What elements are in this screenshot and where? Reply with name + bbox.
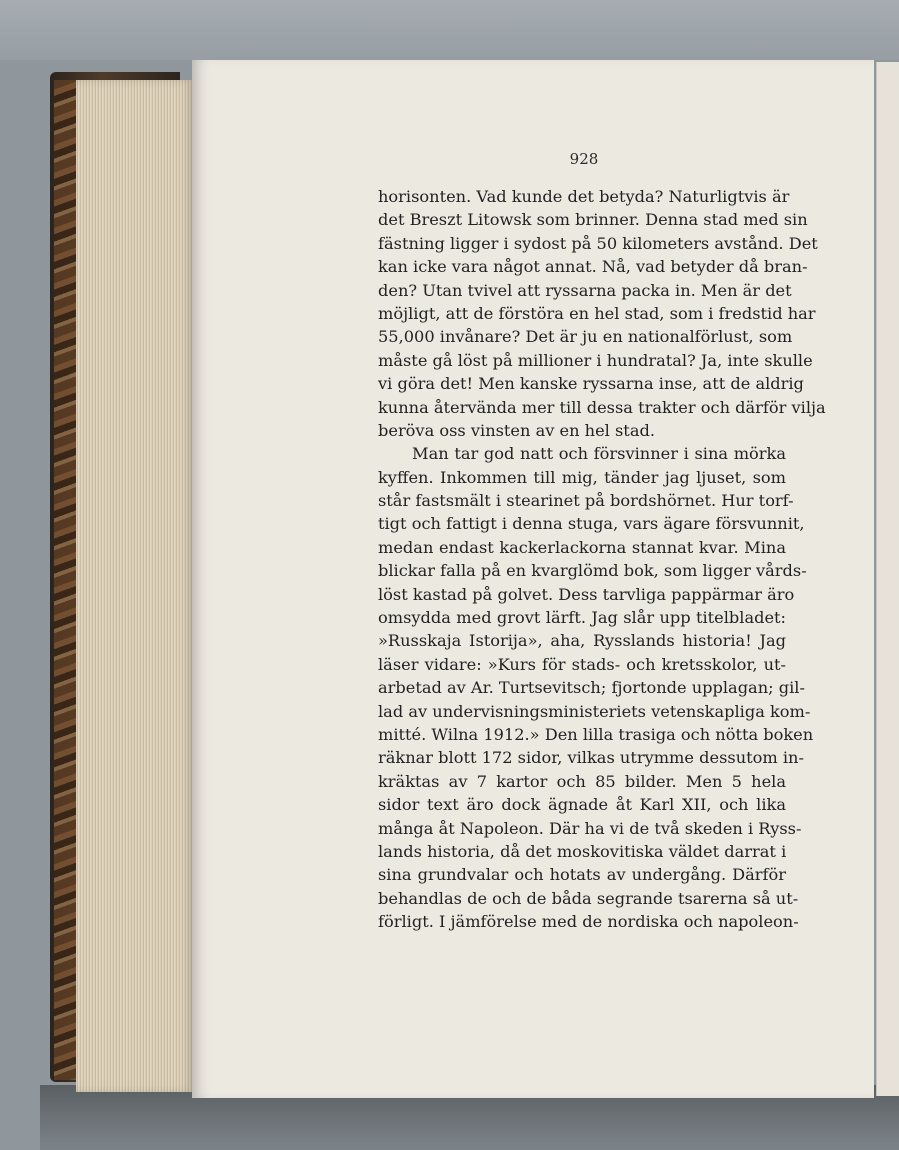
text-line: kan icke vara något annat. Nå, vad betyder då bran- — [378, 257, 808, 277]
text-line: Man tar god natt och försvinner i sina mörka — [412, 444, 786, 464]
text-line: möjligt, att de förstöra en hel stad, som i fredstid har — [378, 303, 816, 323]
text-line: fästning ligger i sydost på 50 kilometers avstånd. Det — [378, 233, 818, 253]
text-line: kyffen. Inkommen till mig, tänder jag ljuset, som — [378, 467, 786, 487]
text-line: den? Utan tvivel att ryssarna packa in. Men är det — [378, 280, 792, 300]
text-line: sina grundvalar och hotats av undergång. Därför — [378, 865, 786, 885]
next-page-edge — [876, 62, 899, 1096]
text-line: många åt Napoleon. Där ha vi de två skeden i Ryss- — [378, 818, 802, 838]
background-top — [0, 0, 899, 60]
page-number: 928 — [569, 150, 599, 168]
text-line: löst kastad på golvet. Dess tarvliga pappärmar äro — [378, 584, 795, 604]
text-line: kunna återvända mer till dessa trakter och därför vilja — [378, 397, 826, 417]
text-line: mitté. Wilna 1912.» Den lilla trasiga och nötta boken — [378, 724, 814, 744]
text-line: står fastsmält i stearinet på bordshörnet. Hur torf- — [378, 491, 794, 511]
page-edges — [76, 80, 194, 1092]
text-line: lands historia, då det moskovitiska väldet darrat i — [378, 841, 787, 861]
text-line: tigt och fattigt i denna stuga, vars ägare försvunnit, — [378, 514, 805, 534]
text-line: 55,000 invånare? Det är ju en nationalförlust, som — [378, 327, 793, 347]
page-text — [378, 185, 826, 934]
text-line: medan endast kackerlackorna stannat kvar. Mina — [378, 537, 786, 557]
text-line: lad av undervisningsministeriets vetenskapliga kom- — [378, 701, 811, 721]
text-line: sidor text äro dock ägnade åt Karl XII, och lika — [378, 795, 786, 815]
text-line: kräktas av 7 kartor och 85 bilder. Men 5 hela — [378, 771, 786, 791]
text-line: vi göra det! Men kanske ryssarna inse, att de aldrig — [378, 374, 804, 394]
text-line: omsydda med grovt lärft. Jag slår upp titelbladet: — [378, 608, 786, 628]
text-line: måste gå löst på millioner i hundratal? Ja, inte skulle — [378, 350, 813, 370]
text-line: »Russkaja Istorija», aha, Rysslands historia! Jag — [378, 631, 786, 651]
text-line: det Breszt Litowsk som brinner. Denna stad med sin — [378, 210, 808, 230]
text-line: beröva oss vinsten av en hel stad. — [378, 420, 655, 440]
text-line: arbetad av Ar. Turtsevitsch; fjortonde upplagan; gil- — [378, 678, 805, 698]
text-line: blickar falla på en kvarglömd bok, som ligger vårds- — [378, 561, 807, 581]
text-line: horisonten. Vad kunde det betyda? Naturligtvis är — [378, 187, 790, 206]
text-line: förligt. I jämförelse med de nordiska och napoleon- — [378, 912, 799, 932]
text-line: läser vidare: »Kurs för stads- och kretsskolor, ut- — [378, 654, 786, 674]
text-line: behandlas de och de båda segrande tsarerna så ut- — [378, 888, 799, 908]
text-line: räknar blott 172 sidor, vilkas utrymme dessutom in- — [378, 748, 804, 768]
marbled-spine — [54, 80, 78, 1080]
